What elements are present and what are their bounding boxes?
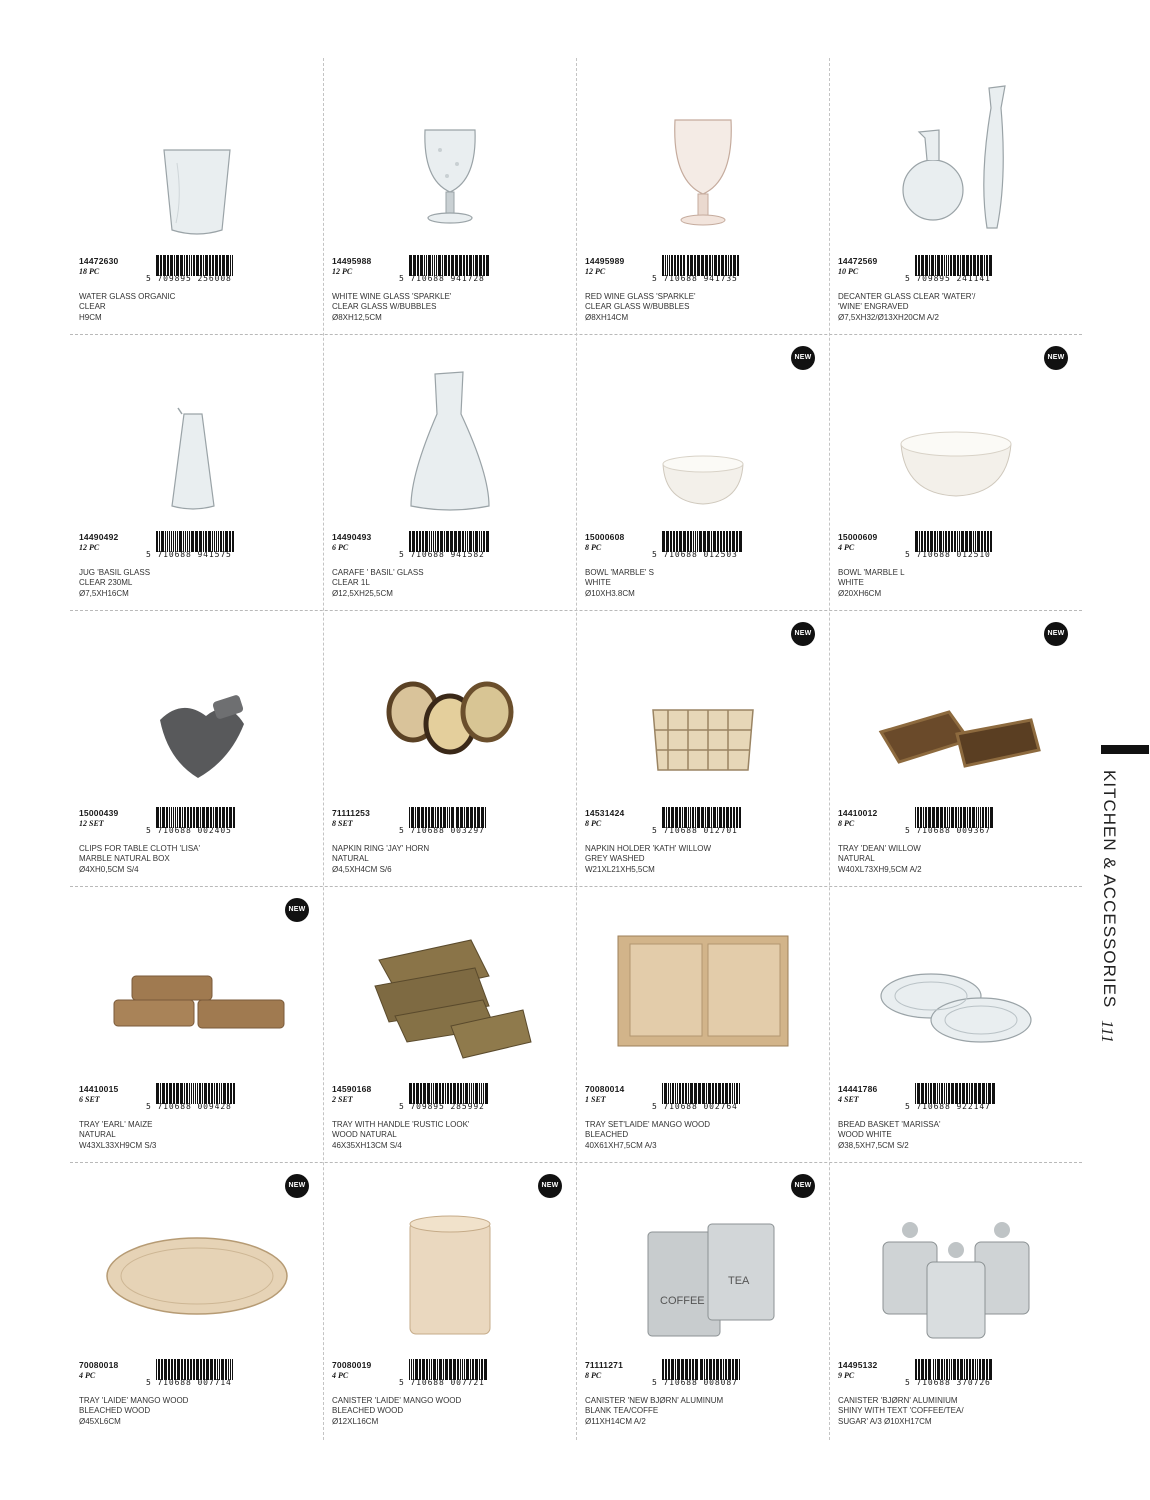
product-desc-line: Ø7,5XH16CM	[79, 588, 129, 598]
barcode-bars	[156, 1083, 236, 1104]
product-desc-line: SUGAR' A/3 Ø10XH17CM	[838, 1416, 932, 1426]
barcode-number: 5 710688 012701	[652, 826, 738, 835]
barcode	[399, 807, 491, 835]
barcode-number: 5 710688 007714	[146, 1378, 232, 1387]
barcode	[652, 807, 744, 835]
barcode-number: 5 710688 002405	[146, 826, 232, 835]
barcode	[399, 255, 491, 283]
product-quantity: 12 PC	[585, 267, 606, 276]
product-description	[585, 1396, 821, 1427]
wineglass-pink-icon	[608, 68, 798, 248]
product-photo	[102, 68, 292, 248]
product-desc-line: CANISTER 'NEW BJØRN' ALUMINUM	[585, 1396, 724, 1405]
product-description	[838, 844, 1074, 875]
new-badge: NEW	[1044, 346, 1068, 370]
new-badge: NEW	[791, 346, 815, 370]
new-badge: NEW	[538, 1174, 562, 1198]
product-description	[79, 844, 315, 875]
barcode-bars	[662, 1359, 742, 1380]
barcode	[399, 1083, 491, 1111]
aluminium-canisters-icon	[861, 1172, 1051, 1352]
product-cell	[576, 1162, 829, 1438]
barcode	[146, 1083, 238, 1111]
product-cell	[70, 58, 323, 334]
product-description	[585, 1120, 821, 1151]
product-desc-line: CLEAR 1L	[332, 578, 370, 588]
product-photo	[608, 1172, 798, 1352]
product-desc-line: Ø4,5XH4CM S/6	[332, 864, 392, 874]
product-code: 14472569	[838, 256, 878, 266]
product-desc-line: W21XL21XH5,5CM	[585, 864, 655, 874]
product-code: 15000609	[838, 532, 878, 542]
product-code: 15000439	[79, 808, 119, 818]
bowl-small-icon	[608, 344, 798, 524]
round-tray-icon	[102, 1172, 292, 1352]
barcode-number: 5 710688 012503	[652, 550, 738, 559]
product-desc-line: SHINY WITH TEXT 'COFFEE/TEA/	[838, 1406, 964, 1416]
wood-canister-icon	[355, 1172, 545, 1352]
product-desc-line: BLEACHED WOOD	[332, 1406, 404, 1416]
product-cell	[323, 58, 576, 334]
product-cell	[576, 58, 829, 334]
product-desc-line: TRAY WITH HANDLE 'RUSTIC LOOK'	[332, 1120, 470, 1129]
product-desc-line: Ø4XH0,5CM S/4	[79, 864, 139, 874]
product-cell	[323, 1162, 576, 1438]
product-cell	[70, 1162, 323, 1438]
product-desc-line: Ø20XH6CM	[838, 588, 882, 598]
product-code: 71111253	[332, 808, 371, 818]
product-quantity: 4 PC	[838, 543, 855, 552]
product-desc-line: CLIPS FOR TABLE CLOTH 'LISA'	[79, 844, 201, 853]
product-desc-line: Ø7,5XH32/Ø13XH20CM A/2	[838, 312, 939, 322]
product-desc-line: GREY WASHED	[585, 854, 645, 864]
product-photo	[102, 896, 292, 1076]
product-photo	[355, 896, 545, 1076]
mango-tray-set-icon	[608, 896, 798, 1076]
decanter-icon	[861, 68, 1051, 248]
barcode-number: 5 710688 941735	[652, 274, 738, 283]
product-desc-line: NAPKIN RING 'JAY' HORN	[332, 844, 430, 853]
glass-baskets-icon	[861, 896, 1051, 1076]
product-quantity: 4 PC	[332, 1371, 349, 1380]
product-code: 14410012	[838, 808, 878, 818]
barcode	[146, 255, 238, 283]
barcode-bars	[409, 1359, 489, 1380]
barcode-number: 5 710688 941575	[146, 550, 232, 559]
product-photo	[861, 620, 1051, 800]
barcode-bars	[662, 1083, 742, 1104]
barcode-bars	[915, 531, 995, 552]
product-cell	[70, 886, 323, 1162]
product-desc-line: Ø10XH3.8CM	[585, 588, 635, 598]
barcode-bars	[156, 255, 236, 276]
product-photo	[608, 344, 798, 524]
product-desc-line: CLEAR GLASS W/BUBBLES	[332, 302, 437, 312]
product-photo	[608, 620, 798, 800]
barcode-number: 5 709895 256008	[146, 274, 232, 283]
product-description	[838, 568, 1074, 599]
product-description	[332, 568, 568, 599]
product-code: 14490493	[332, 532, 372, 542]
product-code: 14490492	[79, 532, 119, 542]
product-description	[838, 292, 1074, 323]
napkin-rings-icon	[355, 620, 545, 800]
barcode-bars	[409, 1083, 489, 1104]
product-desc-line: W43XL33XH9CM S/3	[79, 1140, 157, 1150]
product-desc-line: Ø38,5XH7,5CM S/2	[838, 1140, 909, 1150]
barcode	[905, 1359, 997, 1387]
product-quantity: 6 SET	[79, 1095, 100, 1104]
product-description	[332, 292, 568, 323]
product-quantity: 6 PC	[332, 543, 349, 552]
product-photo	[355, 620, 545, 800]
product-quantity: 2 SET	[332, 1095, 353, 1104]
product-cell	[70, 610, 323, 886]
barcode-bars	[409, 807, 489, 828]
product-code: 14495988	[332, 256, 372, 266]
product-quantity: 10 PC	[838, 267, 859, 276]
barcode-bars	[915, 255, 995, 276]
product-code: 14531424	[585, 808, 625, 818]
product-photo	[102, 1172, 292, 1352]
product-code: 14590168	[332, 1084, 372, 1094]
product-cell	[576, 334, 829, 610]
product-cell	[323, 886, 576, 1162]
barcode	[652, 1083, 744, 1111]
product-desc-line: BOWL 'MARBLE L	[838, 568, 905, 577]
product-desc-line: BOWL 'MARBLE' S	[585, 568, 654, 577]
heart-clip-icon	[102, 620, 292, 800]
barcode-number: 5 710688 008087	[652, 1378, 738, 1387]
product-desc-line: WHITE WINE GLASS 'SPARKLE'	[332, 292, 452, 301]
new-badge: NEW	[285, 898, 309, 922]
page-number: 111	[1098, 1020, 1117, 1043]
barcode-number: 5 710688 922147	[905, 1102, 991, 1111]
tumbler-icon	[102, 68, 292, 248]
product-desc-line: DECANTER GLASS CLEAR 'WATER'/	[838, 292, 976, 301]
product-desc-line: BLANK TEA/COFFE	[585, 1406, 659, 1416]
product-cell	[829, 334, 1082, 610]
product-description	[332, 1120, 568, 1151]
product-desc-line: JUG 'BASIL GLASS	[79, 568, 151, 577]
product-photo	[102, 620, 292, 800]
product-cell	[323, 610, 576, 886]
barcode-number: 5 710688 007721	[399, 1378, 485, 1387]
bowl-large-icon	[861, 344, 1051, 524]
product-quantity: 8 PC	[585, 1371, 602, 1380]
product-desc-line: BLEACHED WOOD	[79, 1406, 151, 1416]
product-description	[838, 1396, 1074, 1427]
barcode-bars	[156, 807, 236, 828]
barcode	[146, 531, 238, 559]
product-desc-line: Ø12XL16CM	[332, 1416, 379, 1426]
product-cell	[576, 886, 829, 1162]
product-photo	[861, 1172, 1051, 1352]
wineglass-icon	[355, 68, 545, 248]
product-description	[79, 568, 315, 599]
barcode-number: 5 709895 285992	[399, 1102, 485, 1111]
product-description	[838, 1120, 1074, 1151]
product-desc-line: Ø8XH12,5CM	[332, 312, 382, 322]
product-code: 71111271	[585, 1360, 624, 1370]
product-cell	[829, 610, 1082, 886]
product-code: 14472630	[79, 256, 119, 266]
jug-small-icon	[102, 344, 292, 524]
product-desc-line: MARBLE NATURAL BOX	[79, 854, 170, 864]
product-desc-line: WHITE	[838, 578, 864, 588]
maize-trays-icon	[102, 896, 292, 1076]
barcode	[652, 1359, 744, 1387]
product-quantity: 9 PC	[838, 1371, 855, 1380]
product-quantity: 8 PC	[585, 819, 602, 828]
new-badge: NEW	[285, 1174, 309, 1198]
product-code: 14441786	[838, 1084, 878, 1094]
product-desc-line: WOOD NATURAL	[332, 1130, 397, 1140]
product-desc-line: CLEAR GLASS W/BUBBLES	[585, 302, 690, 312]
product-description	[585, 292, 821, 323]
product-desc-line: 40X61XH7,5CM A/3	[585, 1140, 657, 1150]
barcode-number: 5 710688 009428	[146, 1102, 232, 1111]
product-cell	[70, 334, 323, 610]
barcode	[399, 531, 491, 559]
barcode-bars	[662, 255, 742, 276]
product-photo	[861, 344, 1051, 524]
new-badge: NEW	[791, 622, 815, 646]
barcode	[905, 1083, 997, 1111]
product-desc-line: 46X35XH13CM S/4	[332, 1140, 402, 1150]
product-desc-line: W40XL73XH9,5CM A/2	[838, 864, 922, 874]
product-quantity: 4 SET	[838, 1095, 859, 1104]
product-desc-line: NATURAL	[332, 854, 369, 864]
product-photo	[102, 344, 292, 524]
barcode	[905, 807, 997, 835]
product-desc-line: WHITE	[585, 578, 611, 588]
product-desc-line: Ø11XH14CM A/2	[585, 1416, 646, 1426]
product-desc-line: BLEACHED	[585, 1130, 629, 1140]
product-photo	[355, 1172, 545, 1352]
product-desc-line: WATER GLASS ORGANIC	[79, 292, 176, 301]
product-desc-line: CANISTER 'LAIDE' MANGO WOOD	[332, 1396, 462, 1405]
product-description	[332, 844, 568, 875]
product-cell	[323, 334, 576, 610]
item-print-text: COFFEE	[660, 1295, 705, 1307]
carafe-icon	[355, 344, 545, 524]
tea-coffee-canisters-icon	[608, 1172, 798, 1352]
product-desc-line: Ø8XH14CM	[585, 312, 629, 322]
barcode-number: 5 710688 941728	[399, 274, 485, 283]
product-photo	[355, 68, 545, 248]
barcode-bars	[409, 531, 489, 552]
barcode-bars	[915, 1083, 995, 1104]
product-desc-line: RED WINE GLASS 'SPARKLE'	[585, 292, 696, 301]
product-code: 14495989	[585, 256, 625, 266]
product-desc-line: Ø12,5XH25,5CM	[332, 588, 393, 598]
product-cell	[829, 58, 1082, 334]
product-quantity: 1 SET	[585, 1095, 606, 1104]
product-desc-line: Ø45XL6CM	[79, 1416, 121, 1426]
product-desc-line: BREAD BASKET 'MARISSA'	[838, 1120, 941, 1129]
product-code: 70080019	[332, 1360, 372, 1370]
barcode-number: 5 710688 370726	[905, 1378, 991, 1387]
product-desc-line: TRAY 'EARL' MAIZE	[79, 1120, 153, 1129]
product-quantity: 12 PC	[332, 267, 353, 276]
product-photo	[608, 896, 798, 1076]
product-desc-line: H9CM	[79, 312, 102, 322]
barcode-number: 5 710688 009367	[905, 826, 991, 835]
product-photo	[608, 68, 798, 248]
barcode-number: 5 710688 002764	[652, 1102, 738, 1111]
product-description	[585, 844, 821, 875]
product-desc-line: NAPKIN HOLDER 'KATH' WILLOW	[585, 844, 712, 853]
product-quantity: 12 PC	[79, 543, 100, 552]
product-desc-line: CARAFE ' BASIL' GLASS	[332, 568, 424, 577]
product-photo	[861, 896, 1051, 1076]
product-desc-line: NATURAL	[79, 1130, 116, 1140]
section-title: KITCHEN & ACCESSORIES	[1100, 770, 1119, 1009]
barcode-bars	[409, 255, 489, 276]
barcode	[905, 531, 997, 559]
product-desc-line: CLEAR	[79, 302, 106, 312]
product-desc-line: TRAY 'LAIDE' MANGO WOOD	[79, 1396, 189, 1405]
product-photo	[355, 344, 545, 524]
barcode-number: 5 710688 012510	[905, 550, 991, 559]
barcode-bars	[156, 1359, 236, 1380]
product-code: 70080014	[585, 1084, 625, 1094]
barcode	[652, 531, 744, 559]
barcode	[905, 255, 997, 283]
product-desc-line: CANISTER 'BJØRN' ALUMINIUM	[838, 1396, 958, 1405]
product-quantity: 8 SET	[332, 819, 353, 828]
section-tab-marker	[1101, 745, 1149, 754]
product-desc-line: CLEAR 230ML	[79, 578, 133, 588]
barcode-bars	[915, 1359, 995, 1380]
product-desc-line: WOOD WHITE	[838, 1130, 892, 1140]
product-quantity: 8 PC	[838, 819, 855, 828]
new-badge: NEW	[1044, 622, 1068, 646]
product-cell	[829, 1162, 1082, 1438]
barcode	[652, 255, 744, 283]
barcode-bars	[662, 531, 742, 552]
product-quantity: 18 PC	[79, 267, 100, 276]
product-description	[79, 1120, 315, 1151]
barcode-number: 5 710688 941582	[399, 550, 485, 559]
willow-holder-icon	[608, 620, 798, 800]
product-code: 14410015	[79, 1084, 119, 1094]
barcode-bars	[156, 531, 236, 552]
product-desc-line: TRAY SET'LAIDE' MANGO WOOD	[585, 1120, 710, 1129]
barcode	[146, 807, 238, 835]
product-grid	[70, 58, 1082, 1440]
product-desc-line: NATURAL	[838, 854, 875, 864]
barcode	[399, 1359, 491, 1387]
product-desc-line: 'WINE' ENGRAVED	[838, 302, 909, 312]
product-quantity: 8 PC	[585, 543, 602, 552]
product-cell	[576, 610, 829, 886]
product-photo	[861, 68, 1051, 248]
barcode-number: 5 709895 241141	[905, 274, 991, 283]
product-description	[332, 1396, 568, 1427]
barcode-bars	[662, 807, 742, 828]
product-quantity: 4 PC	[79, 1371, 96, 1380]
product-description	[79, 292, 315, 323]
willow-trays-icon	[861, 620, 1051, 800]
product-code: 70080018	[79, 1360, 119, 1370]
item-print-text: TEA	[728, 1275, 750, 1287]
product-quantity: 12 SET	[79, 819, 104, 828]
rustic-trays-icon	[355, 896, 545, 1076]
barcode-bars	[915, 807, 995, 828]
new-badge: NEW	[791, 1174, 815, 1198]
product-code: 14495132	[838, 1360, 878, 1370]
product-description	[585, 568, 821, 599]
product-description	[79, 1396, 315, 1427]
product-cell	[829, 886, 1082, 1162]
product-code: 15000608	[585, 532, 625, 542]
barcode-number: 5 710688 003297	[399, 826, 485, 835]
product-desc-line: TRAY 'DEAN' WILLOW	[838, 844, 921, 853]
barcode	[146, 1359, 238, 1387]
